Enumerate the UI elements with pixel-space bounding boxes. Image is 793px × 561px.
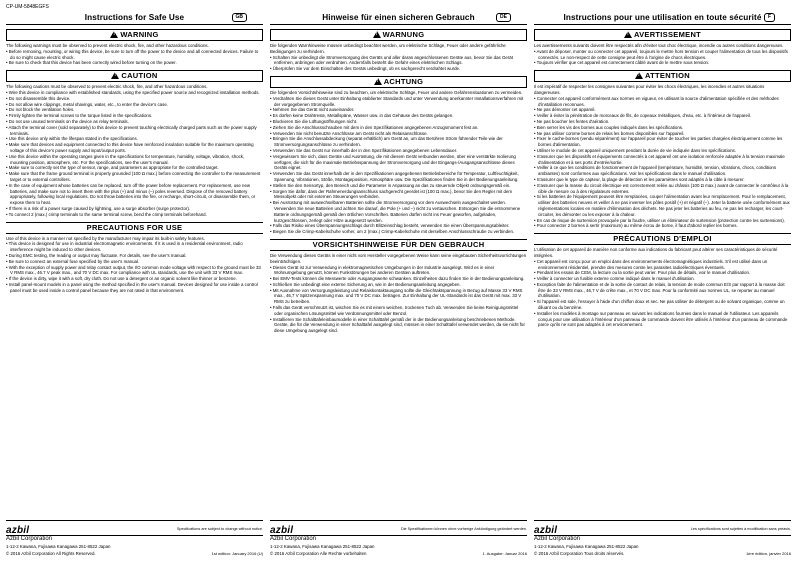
copyright-notice: © 2016 Azbil Corporation Alle Rechte vorbehalten [270,551,367,556]
caution-body [6,84,263,217]
list-item: • If there is a risk of a power surge caused by lightning, use a surge absorber (surge protector). [6,205,191,211]
precautions-heading: PRÉCAUTIONS D'EMPLOI [534,233,791,245]
list-item: • Bringen Sie die Anschlussabdeckung (separat erhältlich) am Gerät an, um das Berühren Strom führender Teile wie der Stromversorgungsanschlüsse zu verhindern. [270,136,503,148]
column-title-row [6,12,263,25]
caution-heading [270,76,527,88]
list-item: • Falls das Gerät verschmutzt ist, wischen Sie es mit einem weichen, trockenen Tuch ab. Verwenden Sie keine Reinigungsmittel oder organischen Lösungsmittel wie Verdünnungsmittel oder Benzol. [270,305,519,316]
list-item: • Verwenden Sie nicht benutzte Anschlüsse am Gerät nicht als Relaisanschlüsse. [270,130,428,136]
caution-intro: Die folgenden Vorsichtshinweise sind zu beachten, um elektrische Schläge, Feuer und andere Gefahrensituationen zu vermeiden. [270,89,523,95]
list-item: • Überprüfen Sie vor dem Einschalten des Geräts unbedingt, ob es sachgerecht verdrahtet wurde. [270,66,461,72]
precautions-heading: PRECAUTIONS FOR USE [6,222,263,234]
list-item: • Use this device only within the lifespan stated in the specifications. [6,136,138,142]
list-item: • Veiller à connecter un fusible externe comme indiqué dans le manuel d'utilisation. [534,276,695,282]
corporation-address: 1-12-2 Kawana, Fujisawa Kanagawa 251-8522 Japan [534,544,639,549]
warning-heading-text: WARNING [120,30,159,39]
list-item: • Ne pas boucher les fentes d'aération. [534,118,610,124]
list-item: • Do not disassemble this device. [6,95,71,101]
warning-body [6,43,263,66]
caution-items [270,96,527,235]
list-item: • Be sure to connect an external fuse specified by the user's manual. [6,258,140,264]
warning-triangle-icon [111,72,119,79]
list-item: • En cas de risque de surtension provoquée par la foudre, utiliser un éliminateur de surtension (protection contre les surtensions). [534,217,785,223]
caution-intro: Il est impératif de respecter les consignes suivantes pour éviter les chocs électriques, les incendies et autres situations dangereuses. [534,84,765,95]
list-item: • Schließen Sie unbedingt eine externe Sicherung an, wie in der Bedienungsanleitung angegeben. [270,281,461,287]
warning-body [534,43,791,66]
warning-triangle-icon [624,31,632,38]
precautions-intro: Die Verwendung dieses Geräts in einer nicht vom Hersteller vorgegebenen Weise kann seine eingebauten Sicherheitsvorrichtungen beeinträchtigen. [270,252,527,264]
warning-intro: Die folgenden Warnhinweise müssen unbedingt beachtet werden, um elektrische Schläge, Feuer oder andere gefährliche Bedingungen zu verhindern. [270,43,506,54]
warning-triangle-icon [110,31,118,38]
warning-items [6,49,263,66]
warning-intro: The following warnings must be observed to prevent electric shock, fire, and other hazardous conditions. [6,43,209,48]
caution-heading [534,70,791,82]
list-item: • Do not allow wire clippings, metal shavings, water, etc., to enter the device's case. [6,101,168,107]
list-item: • Pendant les essais de CEM, la lecture ou la sortie peut varier. Pour plus de détails, voir le manuel d'utilisation. [534,270,751,276]
list-item: • Toujours vérifier que cet appareil est correctement câblé avant de le mettre sous tension. [534,60,710,66]
caution-heading-text: CAUTION [121,71,158,81]
warning-triangle-icon [373,31,381,38]
language-badge: DE [496,13,511,22]
column-title: Instructions for Safe Use [84,13,185,22]
list-item: • Use this device within the operating ranges given in the specifications for temperature, humidity, voltage, vibration, shock, mounting position, atmosphere, etc. For the specifications, see the user's manual. [6,153,245,165]
precautions-body [534,247,791,328]
list-item: • Si les batteries de l'équipement peuvent être remplacées, couper l'alimentation avant leur remplacement. Pour le remplacement, utiliser des batteries neuves et veiller à ne pas inverser les pôles positif (+) et négatif (–). Jeter la batterie usée conformément aux réglementations locales en matière d'élimination des déchets. Ne pas jeter les batteries au feu, ne pas les recharger, les court-circuiter, les démonter ou les exposer à la chaleur. [534,194,790,217]
list-item: • Bien serrer les vis des bornes aux couples indiqués dans les spécifications. [534,124,684,130]
list-item: • Ne pas utiliser comme bornes de relais les bornes disponibles sur l'appareil. [534,130,685,136]
spec-note: Les spécifications sont sujettes à modification sans préavis. [690,527,791,531]
list-item: • S'assurer que les dispositifs et équipements connectés à cet appareil ont une isolation renforcée adaptée à la tension maximale d'alimentation et à ses ports d'entrée/sortie. [534,153,785,165]
warning-intro: Les avertissements suivants doivent être respectés afin d'éviter tout choc électrique, incendie ou autres conditions dangereuses. [534,43,784,48]
column-title: Hinweise für einen sicheren Gebrauch [322,13,475,22]
list-item: • S'assurer que le type de capteur, la plage de détection et les paramètres sont adaptés à la cible à mesurer. [534,176,745,182]
warning-items [270,55,527,72]
list-item: • If the device is dirty, wipe it with a soft, dry cloth. Do not use a detergent or an organic solvent like thinner or benzene. [6,276,237,282]
warning-triangle-icon [374,78,382,85]
list-item: • Fixer le cache-bornes (vendu séparément) sur l'appareil pour éviter de toucher les parties chargées électriquement comme les bornes d'alimentation. [534,136,783,148]
list-item: • Mit Ausnahme von Versorgungsleistung und Relaiskontaktausgang sollte die Gleichtaktspannung in Bezug auf Masse 33 V RMS max., 46,7 V Spitzenspannung max. und 70 V DC max. betragen. Zur Einhaltung der UL-Standards ist das Gerät mit max. 33 V RMS zu betreiben. [270,287,523,305]
spec-note: Specifications are subject to change without notice. [176,527,263,531]
list-item: • Make sure that devices and equipment connected to this device have reinforced insulation suitable for the maximum operating voltage of this device's power supply and input/output ports. [6,142,254,153]
warning-heading-text: AVERTISSEMENT [633,30,702,39]
list-item: • Sorgen Sie dafür, dass der Rahmenerdungsanschluss sachgerecht geerdet ist (100 Ω max.), bevor Sie den Regler mit dem Messobjekt oder mit externen Steuerungen verbinden. [270,188,513,200]
list-item: • Firmly tighten the terminal screws to the torque listed in the specifications. [6,113,153,119]
list-item: • Dieses Gerät ist zur Verwendung in elektromagnetischen Umgebungen in der Industrie ausgelegt. Wird es in einer Wohnumgebung genutzt, können Funkstörungen bei anderen Geräten auftreten. [270,264,495,276]
list-item: • Stellen Sie den Sensortyp, den Bereich und die Parameter in Anpassung an das zu steuernde Objekt ordnungsgemäß ein. [270,182,511,188]
column-french [534,12,791,557]
azbil-logo: azbil [270,525,294,536]
list-item: • Before removing, mounting, or wiring this device, be sure to turn off the power to the device and all connected devices. Failure to do so might cause electric shock. [6,48,259,60]
caution-intro: The following cautions must be observed to prevent electric shock, fire, and other hazardous conditions. [6,84,208,90]
list-item: • Installieren Sie Schalttafeleinbaumodelle in einer Schalttafel gemäß der in der Bedienungsanleitung beschriebenen Methode. Geräte, die für die Verwendung in einer Schalttafel ausgelegt sind, müssen in einer Schalttafel verwendet werden, da sie nicht für diese Umgebung ausgelegt sind. [270,316,525,334]
list-item: • Wire this device in compliance with established standards, using the specified power source and recognized installation methods. [6,89,260,95]
caution-items [534,96,791,229]
caution-body [270,90,527,235]
warning-body [270,43,527,72]
list-item: • Es dürfen keine Drahtreste, Metallspäne, Wasser usw. in das Gehäuse des Geräts gelangen. [270,113,454,119]
list-item: • Veiller à ce que les conditions de fonctionnement de l'appareil (température, humidité, tension, vibrations, chocs, conditions ambiantes) sont conformes aux spécifications. Voir les spécifications dans le manuel d'utilisation. [534,165,777,177]
corporation-name: Azbil Corporation [6,536,53,542]
column-title-row [270,12,527,25]
list-item: • Blockieren Sie die Lüftungsöffnungen nicht. [270,118,358,124]
list-item: • To connect 2 (max.) crimp terminals to the same terminal screw, bend the crimp terminals beforehand. [6,211,207,217]
list-item: • Make sure to correctly set the type of sensor, range, and parameters as appropriate for the controlled target. [6,165,219,171]
list-item: • Be sure to check that this device has been correctly wired before turning on the power. [6,60,177,66]
warning-items [534,49,791,66]
list-item: • Make sure that the frame ground terminal is properly grounded (100 Ω max.) before connecting the controller to the measurement target or to external controllers. [6,171,261,182]
edition-info: 1. Ausgabe: Januar 2016 [482,551,527,556]
precautions-items [6,241,263,293]
spec-note: Die Spezifikationen können ohne vorherige Ankündigung geändert werden. [400,527,527,531]
precautions-items [534,259,791,329]
column-footer [534,520,791,557]
copyright-notice: © 2016 Azbil Corporation Tous droits réservés. [534,551,625,556]
list-item: • Bei Ausrüstung mit auswechselbaren Batterien sollte die Stromversorgung vor dem Auswechseln ausgeschaltet werden. Verwenden Sie neue Batterien und achten Sie darauf, die Pole (+ und –) nicht zu vertauschen. Entsorgen Sie die entnommene Batterie ordnungsgemäß gemäß den örtlichen Vorschriften. Batterien dürfen nicht ins Feuer geworfen, aufgeladen, kurzgeschlossen, zerlegt oder Hitze ausgesetzt werden. [270,200,521,223]
azbil-logo: azbil [6,525,30,536]
list-item: • Attach the terminal cover (sold separately) to this device to prevent touching electrically charged parts such as the power supply terminals. [6,124,257,136]
list-item: • Verdrahten Sie dieses Gerät unter Einhaltung etablierter Standards und unter Verwendung anerkannter Installationsverfahren mit der vorgegebenen Stromquelle. [270,95,524,107]
list-item: • Verwenden Sie das Gerät nur innerhalb der in den Spezifikationen angegebenen Lebensdauer. [270,147,458,153]
warning-heading-text: WARNUNG [382,30,425,39]
list-item: • Nehmen Sie das Gerät nicht auseinander. [270,107,355,113]
precautions-items [270,265,527,335]
language-badge: F [764,13,775,22]
list-item: • Ne pas démonter cet appareil. [534,107,596,113]
column-english [6,12,263,557]
azbil-logo: azbil [534,525,558,536]
list-item: • Installer les modèles à montage sur panneau en suivant les indications fournies dans le manuel de l'utilisateur. Les appareils conçus pour une utilisation à l'intérieur d'un panneau de commande doivent être utilisés à l'intérieur d'un panneau de commande parce qu'ils ne sont pas adaptés à cet environnement. [534,310,788,328]
list-item: • Vergewissern Sie sich, dass Geräte und Ausrüstung, die mit diesem Gerät verbunden werden, über eine verstärkte Isolierung verfügen, die sich für die maximale Betriebsspannung der Stromversorgung und der Eingangs-/Ausgangsanschlüsse dieses Geräts eignet. [270,153,516,171]
precautions-intro: L'utilisation de cet appareil de manière non conforme aux indications du fabricant peut altérer ses caractéristiques de sécurité intégrées. [534,247,778,258]
list-item: • Connecter cet appareil conformément aux normes en vigueur, en utilisant la source d'alimentation spécifiée et des méthodes d'installation reconnues. [534,95,779,107]
list-item: • Utiliser le module de cet appareil uniquement pendant la durée de vie indiquée dans les spécifications. [534,147,736,153]
list-item: • Exception faite de l'alimentation et de la sortie de contact de relais, la tension de mode commun E/S par rapport à la masse doit être de 33 V RMS max., 46,7 V de crête max., et 70 V DC max. Pour la conformité aux normes UL, se reporter au manuel d'utilisation. [534,281,785,299]
precautions-intro: Use of this device in a manner not specified by the manufacturer may impair its built-in safety features. [6,235,205,241]
precautions-body [270,253,527,334]
list-item: • Falls das Risiko eines Überspannungsschlags durch Blitzeinschlag besteht, verwenden Sie einen Überspannungsableiter. [270,223,510,229]
caution-items [6,90,263,218]
precautions-body [6,236,263,294]
list-item: • Veiller à éviter la pénétration de morceaux de fils, de copeaux métalliques, d'eau, etc. à l'intérieur de l'appareil. [534,113,752,119]
list-item: • Cet appareil est conçu pour un emploi dans des environnements électromagnétiques industriels. S'il est utilisé dans un environnement résidentiel, prendre des mesures contre les parasites radioélectriques éventuels. [534,258,768,270]
caution-body [534,84,791,229]
column-title-row [534,12,791,25]
list-item: • Schalten Sie unbedingt die Stromversorgung des Geräts und aller daran angeschlossenen Geräte aus, bevor Sie das Gerät entfernen, anbringen oder verdrahten. Andernfalls besteht die Gefahr eines elektrischen Schlags. [270,54,513,66]
column-footer [270,520,527,557]
warning-heading [6,29,263,41]
column-footer [6,520,263,557]
edition-info: 1ère édition, janvier 2016 [746,551,791,556]
language-badge: GB [232,13,248,22]
corporation-address: 1-12-2 Kawana, Fujisawa Kanagawa 251-8522 Japan [6,544,111,549]
warning-heading [534,29,791,41]
warning-heading [270,29,527,41]
corporation-address: 1-12-2 Kawana, Fujisawa Kanagawa 251-8522 Japan [270,544,375,549]
list-item: • With the exception of supply power and relay contact output, the I/O common mode voltage with respect to the ground must be 33 V RMS max., 46.7 V peak max., and 70 V DC max. For compliance with UL standards, use the unit with 33 V RMS max. [6,264,261,276]
caution-heading-text: ACHTUNG [383,76,424,86]
list-item: • During EMC testing, the reading or output may fluctuate. For details, see the user's manual. [6,252,187,258]
copyright-notice: © 2016 Azbil Corporation All Rights Reserved. [6,551,96,556]
list-item: • S'assurer que la masse du circuit électrique est correctement reliée au châssis (100 Ω max.) avant de connecter le contrôleur à la cible de mesure ou à des régulateurs externes. [534,182,789,194]
list-item: • Ziehen Sie die Anschlussschrauben mit dem in den Spezifikationen angegebenen Anzugsmoment fest an. [270,124,479,130]
warning-triangle-icon [635,72,643,79]
column-title: Instructions pour une utilisation en toute sécurité [563,13,762,22]
edition-info: 1st edition: January 2016 (U) [211,551,263,556]
list-item: • This device is designed for use in industrial electromagnetic environments. If it is used in a residential environment, radio interference might be induced to other devices. [6,241,243,253]
list-item: • Pour connecter 2 bornes à sertir (maximum) au même écrou de borne, il faut d'abord replier les bornes. [534,223,738,229]
list-item: • Do not block the ventilation holes. [6,107,75,113]
list-item: • Verwenden Sie das Gerät innerhalb der in den Spezifikationen angegebenen Betriebsbereiche für Temperatur, Luftfeuchtigkeit, Spannung, Vibrationen, Stöße, Montageposition, Atmosphäre usw. Die Spezifikationen finden Sie in der Bedienungsanleitung. [270,171,519,182]
list-item: • In the case of equipment whose batteries can be replaced, turn off the power before replacement. For replacement, use new batteries, and make sure not to insert them with the plus (+) and minus (–) poles reversed. Dispose of the removed battery appropriately, following local regulations. Do not throw batteries into the fire, or recharge, short-circuit, or disassemble them, or expose them to heat. [6,182,256,206]
column-german [270,12,527,557]
precautions-heading: VORSICHTSHINWEISE FÜR DEN GEBRAUCH [270,239,527,251]
corporation-name: Azbil Corporation [270,536,317,542]
corporation-name: Azbil Corporation [534,536,581,542]
list-item: • Avant de déposer, monter ou connecter cet appareil, toujours le mettre hors tension et couper l'alimentation de tous les dispositifs connectés. Le non-respect de cette consigne peut être à l'origine de chocs électriques. [534,48,788,60]
list-item: • Biegen Sie die Crimp-Kabelschuhe vorher, um 2 (max.) Crimp-Kabelschuhe mit derselben Anschlussschraube zu verbinden. [270,229,515,235]
list-item: • Bei EMV-Tests können die Messwerte oder Ausgangswerte schwanken. Einzelheiten dazu finden Sie in der Bedienungsanleitung. [270,276,525,282]
list-item: • Install panel-mount models in a panel using the method specified in the user's manual. Devices designed for use inside a control panel must be used inside a control panel because they are not rated in that environment. [6,281,258,293]
caution-heading [6,70,263,82]
list-item: • Do not use unused terminals on the device as relay terminals. [6,118,129,124]
document-id: CP-UM-5848EGFS [6,4,49,10]
list-item: • Si l'appareil est sale, l'essuyer à l'aide d'un chiffon doux et sec. Ne pas utiliser de détergent ou de solvant organique, comme un diluant ou du benzène. [534,299,785,311]
caution-heading-text: ATTENTION [644,71,691,81]
